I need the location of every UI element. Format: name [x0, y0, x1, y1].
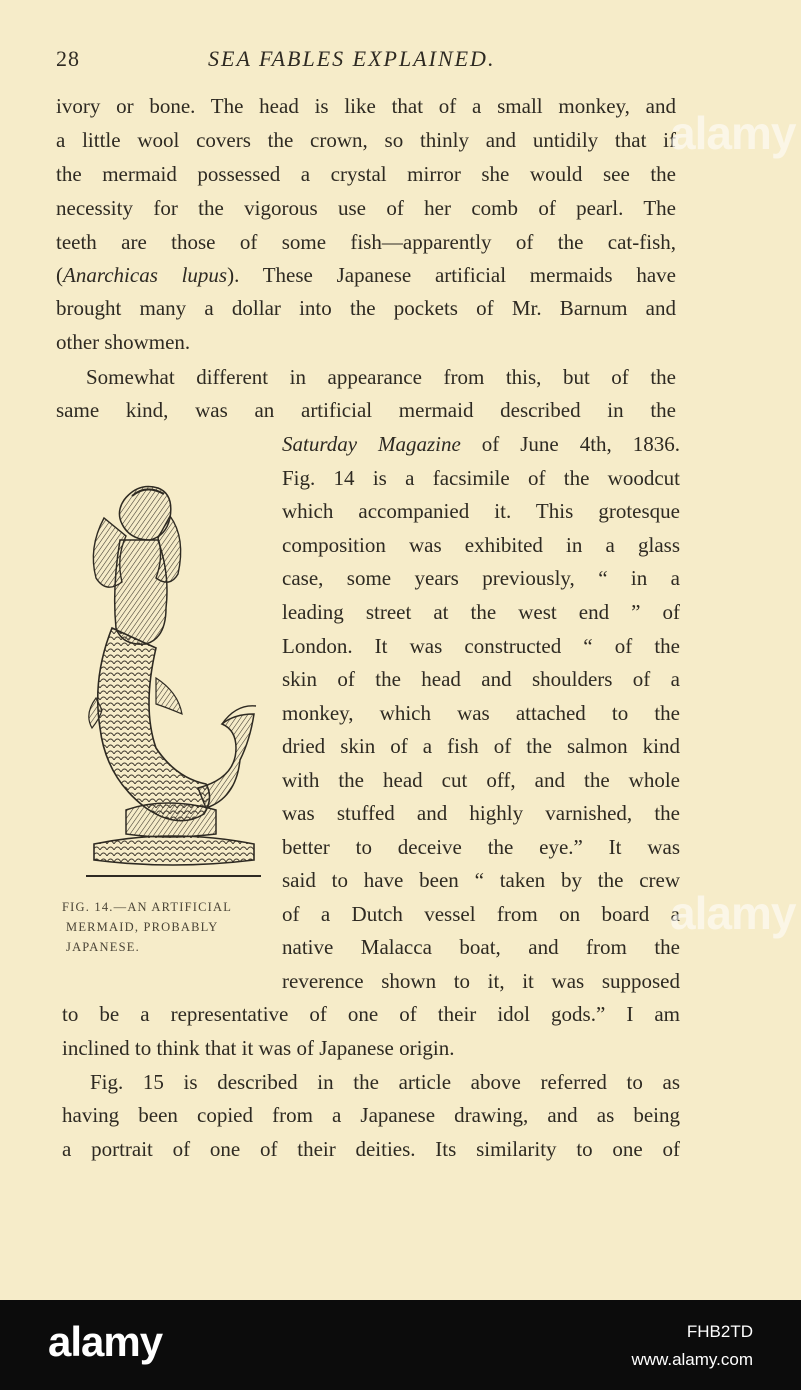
column-line: of a Dutch vessel from on board a — [282, 902, 680, 926]
text-line: necessity for the vigorous use of her comb of pearl. The — [56, 196, 676, 220]
figure-caption: FIG. 14.—AN ARTIFICIAL MERMAID, PROBABLY JAPANESE. — [62, 900, 233, 954]
species-name: Anarchicas lupus — [63, 263, 228, 287]
text-line: a portrait of one of their deities. Its similarity to one of — [62, 1137, 680, 1161]
column-line: dried skin of a fish of the salmon kind — [282, 734, 680, 758]
magazine-title: Saturday Magazine — [282, 432, 461, 456]
paragraph-start-line: Fig. 15 is described in the article above referred to as — [90, 1070, 680, 1094]
column-line: Fig. 14 is a facsimile of the woodcut — [282, 466, 680, 490]
page-header — [56, 46, 741, 76]
column-line: was stuffed and highly varnished, the — [282, 801, 680, 825]
watermark: alamy — [670, 107, 796, 159]
column-line: London. It was constructed “ of the — [282, 634, 680, 658]
text-line: the mermaid possessed a crystal mirror she would see the — [56, 162, 676, 186]
watermark: alamy — [670, 887, 796, 939]
column-line: better to deceive the eye.” It was — [282, 835, 680, 859]
text-line: inclined to think that it was of Japanese origin. — [62, 1036, 455, 1060]
column-line: skin of the head and shoulders of a — [282, 667, 680, 691]
image-id: FHB2TD — [686, 1322, 753, 1341]
text-line: teeth are those of some fish—apparently of the cat-fish, — [56, 230, 676, 254]
text-line: brought many a dollar into the pockets of Mr. Barnum and — [56, 296, 676, 320]
text-line: other showmen. — [56, 330, 191, 354]
column-line: with the head cut off, and the whole — [282, 768, 680, 792]
text-line: (Anarchicas lupus). These Japanese artificial mermaids have — [56, 263, 676, 287]
column-line: reverence shown to it, it was supposed — [282, 969, 680, 993]
alamy-logo: alamy — [48, 1318, 163, 1365]
website-url: www.alamy.com — [631, 1350, 753, 1369]
column-line: Saturday Magazine of June 4th, 1836. — [282, 432, 681, 456]
column-line: said to have been “ taken by the crew — [282, 868, 680, 892]
running-title: SEA FABLES EXPLAINED. — [208, 46, 496, 71]
stock-footer-bar — [0, 1300, 801, 1390]
column-line: which accompanied it. This grotesque — [282, 499, 680, 523]
text-line: to be a representative of one of their idol gods.” I am — [62, 1002, 680, 1026]
column-line: monkey, which was attached to the — [282, 701, 680, 725]
page-number: 28 — [56, 46, 80, 71]
paragraph-start-line: Somewhat different in appearance from this, but of the — [86, 365, 676, 389]
text-line: having been copied from a Japanese drawing, and as being — [62, 1103, 680, 1127]
text-line: same kind, was an artificial mermaid described in the — [56, 398, 676, 422]
column-line: native Malacca boat, and from the — [282, 935, 680, 959]
column-line: leading street at the west end ” of — [282, 600, 680, 624]
mermaid-woodcut-illustration — [86, 478, 261, 888]
column-line: case, some years previously, “ in a — [282, 566, 680, 590]
text-line: a little wool covers the crown, so thinly and untidily that if — [56, 128, 676, 152]
column-line: composition was exhibited in a glass — [282, 533, 680, 557]
text-line: ivory or bone. The head is like that of a small monkey, and — [56, 94, 676, 118]
